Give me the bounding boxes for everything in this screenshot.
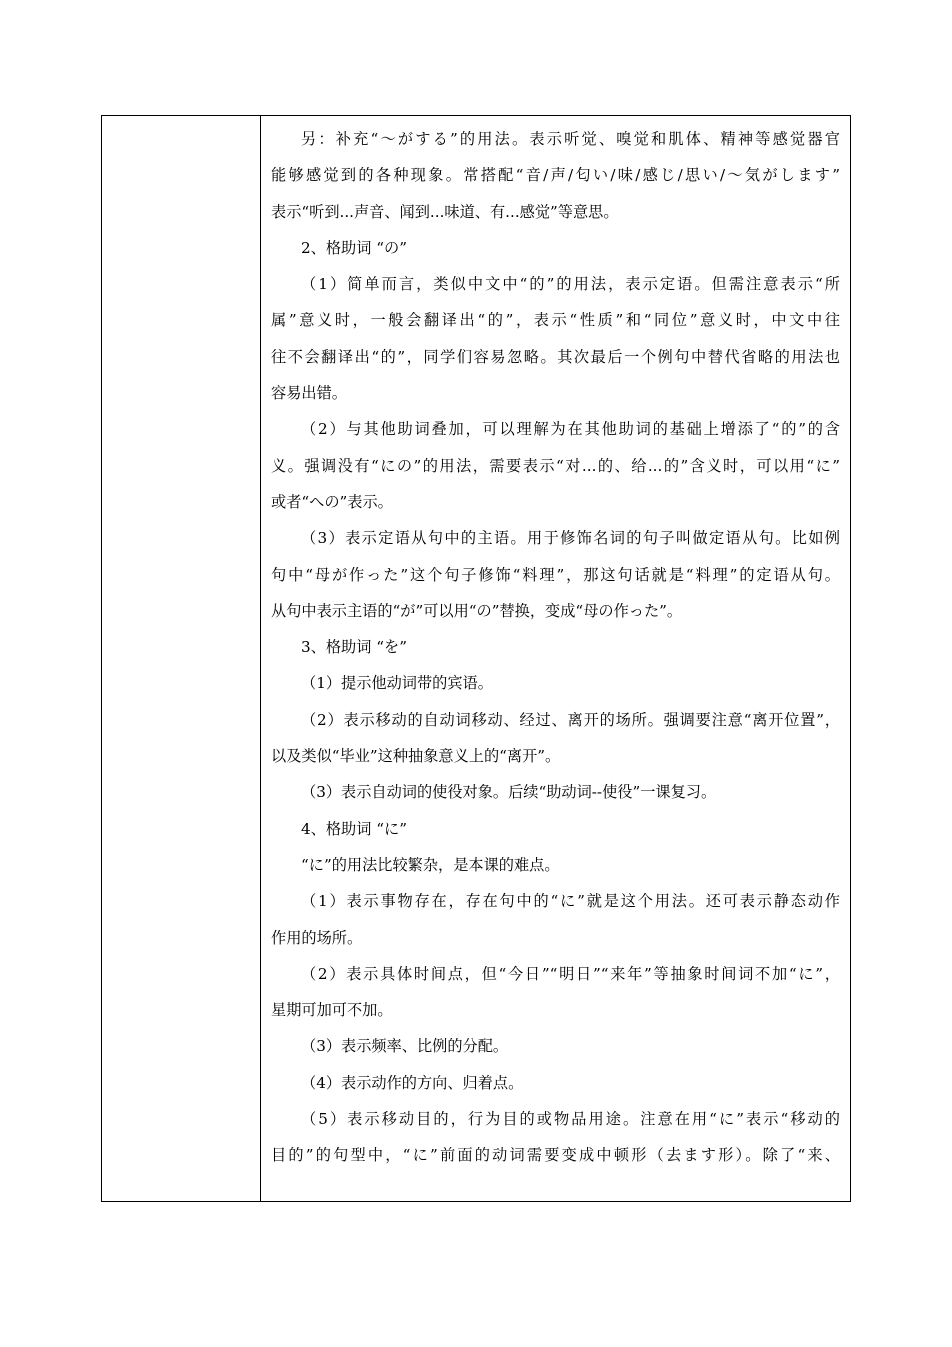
text-line: （1）提示他动词带的宾语。	[301, 674, 493, 693]
text-line: 容易出错。	[271, 384, 347, 403]
text-line: 以及类似“毕业”这种抽象意义上的“离开”。	[271, 747, 561, 766]
text-line: 往不会翻译出“的”，同学们容易忽略。其次最后一个例句中替代省略的用法也	[271, 347, 840, 366]
table-right-cell	[261, 116, 850, 1201]
text-line: 句中“母が作った”这个句子修饰“料理”，那这句话就是“料理”的定语从句。	[271, 565, 840, 584]
text-line: 目的”的句型中，“に”前面的动词需要变成中顿形（去ます形）。除了“来、	[271, 1146, 840, 1165]
text-line: （3）表示自动词的使役对象。后续“助动词--使役”一课复习。	[301, 783, 717, 802]
text-line: 义。强调没有“にの”的用法，需要表示“对...的、给...的”含义时，可以用“に”	[271, 456, 840, 475]
text-line: 属”意义时，一般会翻译出“的”，表示“性质”和“同位”意义时，中文中往	[271, 311, 840, 330]
content-table	[101, 115, 851, 1202]
text-line: （5）表示移动目的，行为目的或物品用途。注意在用“に”表示“移动的	[301, 1110, 840, 1129]
text-line: （3）表示定语从句中的主语。用于修饰名词的句子叫做定语从句。比如例	[301, 529, 840, 548]
text-line: 能够感觉到的各种现象。常搭配“音/声/匂い/味/感じ/思い/～気がします”	[271, 166, 840, 185]
text-line: （2）表示具体时间点，但“今日”“明日”“来年”等抽象时间词不加“に”，	[301, 964, 840, 983]
text-line: 星期可加可不加。	[271, 1001, 393, 1020]
text-line: 作用的场所。	[271, 928, 363, 947]
text-line: （2）与其他助词叠加，可以理解为在其他助词的基础上增添了“的”的含	[301, 420, 840, 439]
text-line: （4）表示动作的方向、归着点。	[301, 1073, 524, 1092]
text-line: 从句中表示主语的“が”可以用“の”替换，变成“母の作った”。	[271, 601, 683, 620]
section-heading: 4、格助词 “に”	[301, 819, 407, 838]
text-line: （2）表示移动的自动词移动、经过、离开的场所。强调要注意“离开位置”，	[301, 710, 840, 729]
section-heading: 2、格助词 “の”	[301, 238, 407, 257]
text-line: （1）简单而言，类似中文中“的”的用法，表示定语。但需注意表示“所	[301, 275, 840, 294]
text-line: 或者“への”表示。	[271, 492, 393, 511]
text-line: （1）表示事物存在，存在句中的“に”就是这个用法。还可表示静态动作	[301, 892, 840, 911]
table-left-cell	[102, 116, 261, 1201]
text-line: （3）表示频率、比例的分配。	[301, 1037, 509, 1056]
text-line: “に”的用法比较繁杂，是本课的难点。	[301, 855, 560, 874]
section-heading: 3、格助词 “を”	[301, 638, 407, 657]
text-line: 另：补充“～がする”的用法。表示听觉、嗅觉和肌体、精神等感觉器官	[301, 130, 840, 148]
text-line: 表示“听到...声音、闻到...味道、有...感觉”等意思。	[271, 202, 619, 221]
